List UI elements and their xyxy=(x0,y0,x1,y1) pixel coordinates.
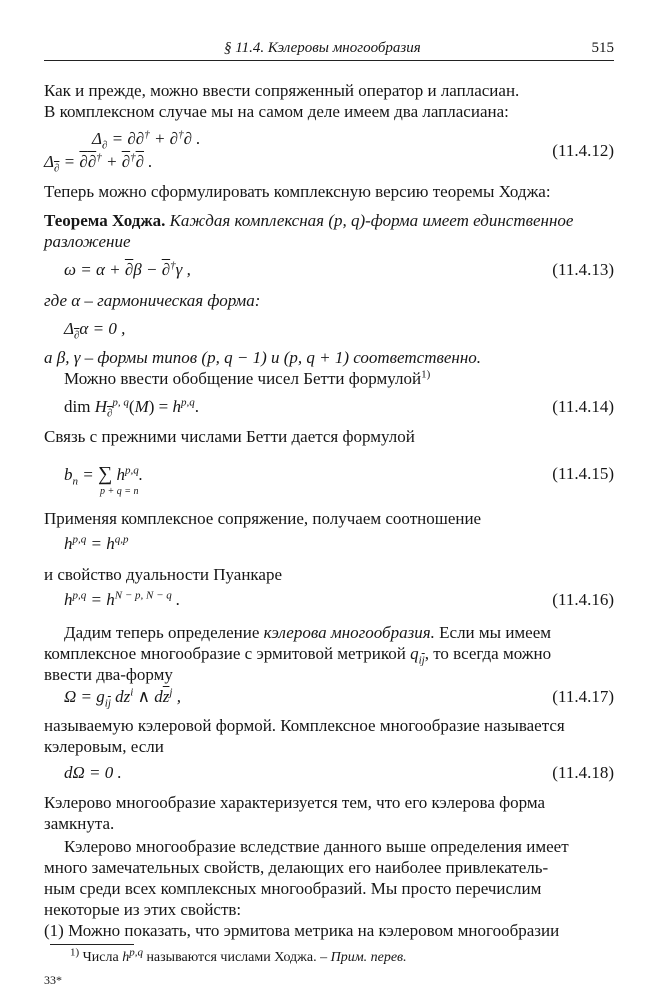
paragraph-line: Как и прежде, можно ввести сопряженный оператор и лапласиан. xyxy=(44,81,520,100)
defined-term: кэлерова многообразия. xyxy=(263,623,435,642)
page-number: 515 xyxy=(591,40,614,56)
paragraph-line: В комплексном случае мы на самом деле имеем два лапласиана: xyxy=(44,102,509,121)
paragraph-line: Кэлерово многообразие характеризуется тем, что его кэлерова форма xyxy=(44,793,546,812)
paragraph-line: некоторые из этих свойств: xyxy=(44,900,242,919)
equation-laplacian-dbar: $\Delta_\partial = \partial\partial^\dagger + \partial^\dagger\partial$ . xyxy=(44,151,153,175)
footnote-text: Числа xyxy=(82,950,123,965)
equation-hodge-numbers: dim $H_\partial^{p, q}(M) = h^{p,q}$. xyxy=(64,396,200,420)
equation-betti-sum: $b_n$ = ∑ $h^{p,q}$. xyxy=(64,463,143,488)
footnote-rule xyxy=(50,944,134,945)
paragraph-line: Теперь можно сформулировать комплексную версию теоремы Ходжа: xyxy=(44,182,551,201)
equation-conjugation: $h^{p,q} = h^{q,p}$ xyxy=(64,533,129,553)
equation-harmonic: $\Delta_\partial\alpha = 0$ , xyxy=(64,319,126,342)
paragraph-line: ввести два-форму xyxy=(44,665,173,684)
equation-laplacian-d: $\Delta_\partial = \partial\partial^\dagger + \partial^\dagger\partial$ . xyxy=(92,128,201,152)
paragraph-line: и свойство дуальности Пуанкаре xyxy=(44,565,283,584)
paragraph-line: Связь с прежними числами Бетти дается формулой xyxy=(44,427,415,446)
theorem-label: Теорема Ходжа. xyxy=(44,211,166,230)
paragraph-text: Дадим теперь определение xyxy=(64,623,264,642)
paragraph-line: (1) Можно показать, что эрмитова метрика на кэлеровом многообразии xyxy=(44,921,560,940)
header-rule xyxy=(44,60,614,61)
paragraph-line: много замечательных свойств, делающих его наиболее привлекатель- xyxy=(44,858,549,877)
equation-number: (11.4.18) xyxy=(552,763,614,782)
theorem-text: Каждая комплексная (p, q)-форма имеет единственное xyxy=(165,211,574,230)
paragraph-line: ным среди всех комплексных многообразий. Мы просто перечислим xyxy=(44,879,542,898)
equation-number: (11.4.12) xyxy=(552,141,614,160)
paragraph-line: а β, γ – формы типов (p, q − 1) и (p, q + 1) соответственно. xyxy=(44,348,482,367)
equation-kahler-form: $\Omega = g_{i\overline{j}}$ $dz^i$ ∧ $d\overline{z}^j$ , xyxy=(64,686,181,710)
footnote-ref: 1) xyxy=(421,368,431,381)
equation-hodge-decomposition: ω = α + ∂β − ∂†γ , xyxy=(64,259,191,279)
theorem-line xyxy=(44,210,573,232)
signature-mark: 33* xyxy=(44,973,62,987)
paragraph-line: где α – гармоническая форма: xyxy=(44,291,261,310)
footnote-translator-note: Прим. перев. xyxy=(330,950,407,965)
equation-number: (11.4.17) xyxy=(552,687,614,706)
paragraph-line: замкнута. xyxy=(44,814,115,833)
equation-closed: dΩ = 0 . xyxy=(64,763,122,782)
paragraph-text: Можно ввести обобщение чисел Бетти формулой xyxy=(64,369,422,388)
paragraph-line xyxy=(44,643,551,665)
metric-symbol: $q_{i\overline{j}}$ xyxy=(410,644,425,667)
paragraph-text: комплексное многообразие с эрмитовой метрикой xyxy=(44,644,411,663)
theorem-line: разложение xyxy=(44,232,131,251)
sum-subscript: p + q = n xyxy=(100,486,139,497)
paragraph-line: кэлеровым, если xyxy=(44,737,164,756)
footnote: $^{1)}$ Числа $h^{p,q}$ называются числами Ходжа. – Прим. перев. xyxy=(70,946,407,965)
paragraph-text: Если мы имеем xyxy=(434,623,552,642)
equation-poincare-duality: $h^{p,q} = h^{N - p, N - q}$ . xyxy=(64,589,181,609)
footnote-mark: 1) xyxy=(70,946,80,959)
footnote-text: называются числами Ходжа. – xyxy=(142,950,331,965)
equation-number: (11.4.15) xyxy=(552,464,614,483)
paragraph-line: Применяя комплексное сопряжение, получаем соотношение xyxy=(44,509,482,528)
running-head-title: § 11.4. Кэлеровы многообразия xyxy=(224,40,421,56)
equation-number: (11.4.14) xyxy=(552,397,614,416)
paragraph-line: Кэлерово многообразие вследствие данного выше определения имеет xyxy=(64,837,569,856)
paragraph-text: , то всегда можно xyxy=(424,644,552,663)
equation-number: (11.4.13) xyxy=(552,260,614,279)
paragraph-line xyxy=(64,368,430,390)
equation-number: (11.4.16) xyxy=(552,590,614,609)
paragraph-line: называемую кэлеровой формой. Комплексное многообразие называется xyxy=(44,716,565,735)
paragraph-line xyxy=(64,622,551,644)
